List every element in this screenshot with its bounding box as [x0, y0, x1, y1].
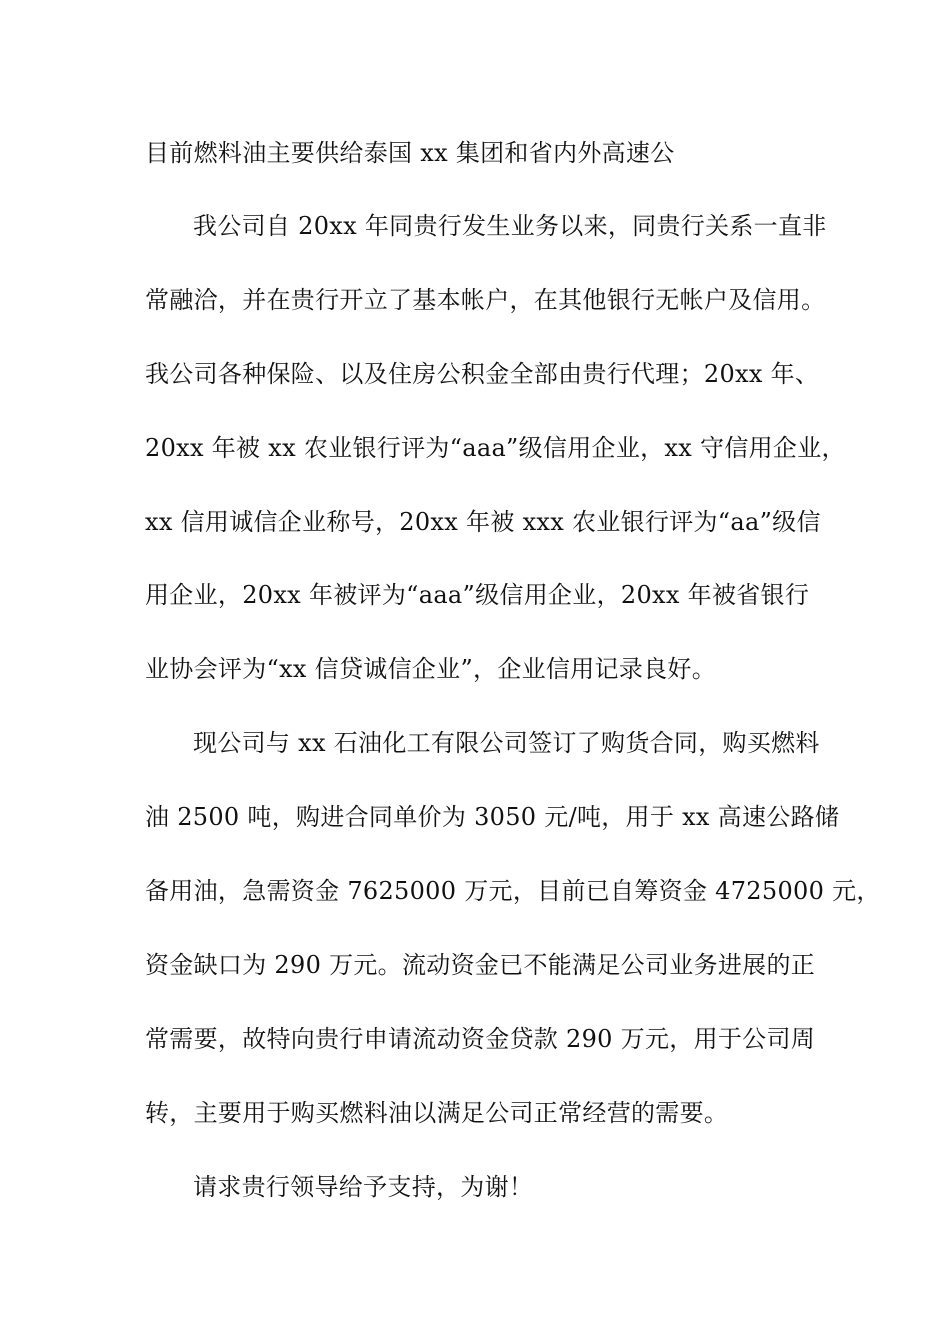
- text-line: 业协会评为“xx 信贷诚信企业”，企业信用记录良好。: [145, 655, 717, 683]
- text-line: 资金缺口为 290 万元。流动资金已不能满足公司业务进展的正: [145, 951, 816, 979]
- text-line: 用企业，20xx 年被评为“aaa”级信用企业，20xx 年被省银行: [145, 581, 810, 609]
- text-line: 常需要，故特向贵行申请流动资金贷款 290 万元，用于公司周: [145, 1025, 816, 1053]
- text-line: 备用油，急需资金 7625000 万元，目前已自筹资金 4725000 元，: [145, 877, 881, 905]
- text-line: 转，主要用于购买燃料油以满足公司正常经营的需要。: [145, 1099, 729, 1127]
- text-line: 20xx 年被 xx 农业银行评为“aaa”级信用企业，xx 守信用企业，: [145, 434, 846, 462]
- paragraph-first-line: 我公司自 20xx 年同贵行发生业务以来，同贵行关系一直非: [193, 212, 827, 240]
- paragraph-first-line: 请求贵行领导给予支持，为谢！: [193, 1173, 534, 1201]
- text-line: xx 信用诚信企业称号，20xx 年被 xxx 农业银行评为“aa”级信: [145, 508, 821, 536]
- text-line: 油 2500 吨，购进合同单价为 3050 元/吨，用于 xx 高速公路储: [145, 803, 840, 831]
- text-line: 常融洽，并在贵行开立了基本帐户，在其他银行无帐户及信用。: [145, 286, 826, 314]
- text-line: 目前燃料油主要供给泰国 xx 集团和省内外高速公: [145, 139, 675, 167]
- paragraph-first-line: 现公司与 xx 石油化工有限公司签订了购货合同，购买燃料: [193, 729, 820, 757]
- text-line: 我公司各种保险、以及住房公积金全部由贵行代理；20xx 年、: [145, 360, 820, 388]
